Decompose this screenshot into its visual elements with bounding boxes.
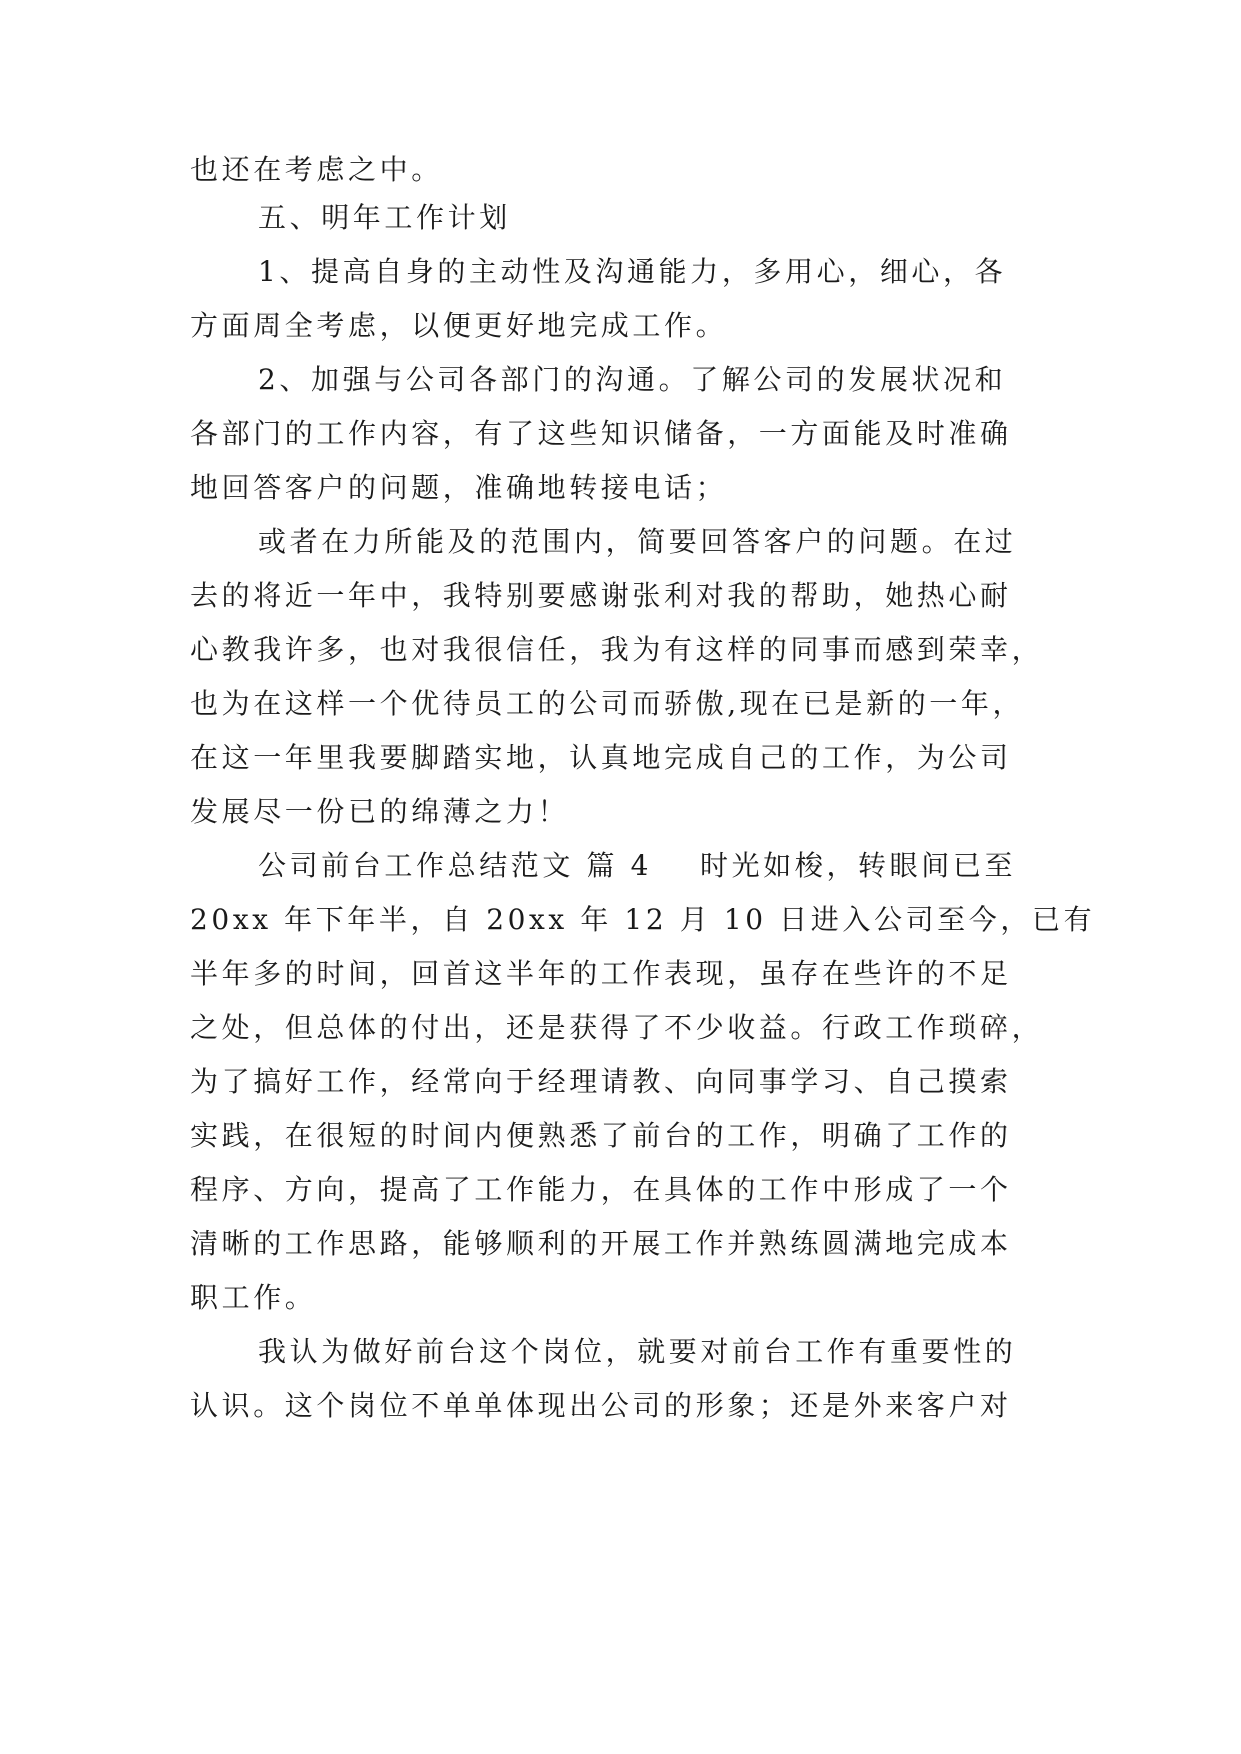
text-line: 1、提高自身的主动性及沟通能力，多用心，细心，各 (258, 255, 1007, 288)
text-line: 程序、方向，提高了工作能力，在具体的工作中形成了一个 (190, 1173, 1012, 1206)
article-heading-line (258, 849, 1016, 883)
text-line: 在这一年里我要脚踏实地，认真地完成自己的工作，为公司 (190, 741, 1012, 774)
text-line: 清晰的工作思路，能够顺利的开展工作并熟练圆满地完成本 (190, 1227, 1012, 1260)
text-line: 心教我许多，也对我很信任，我为有这样的同事而感到荣幸， (190, 633, 1044, 666)
text-line: 之处，但总体的付出，还是获得了不少收益。行政工作琐碎， (190, 1011, 1044, 1044)
text-line: 为了搞好工作，经常向于经理请教、向同事学习、自己摸索 (190, 1065, 1012, 1098)
text-line: 也为在这样一个优待员工的公司而骄傲,现在已是新的一年， (190, 687, 1025, 720)
text-line: 也还在考虑之中。 (190, 153, 443, 186)
text-line: 职工作。 (190, 1281, 317, 1314)
article-part: 篇 4 (586, 849, 653, 882)
section-heading: 五、明年工作计划 (258, 201, 511, 234)
text-line: 我认为做好前台这个岗位，就要对前台工作有重要性的 (258, 1335, 1017, 1368)
text-line: 去的将近一年中，我特别要感谢张利对我的帮助，她热心耐 (190, 579, 1012, 612)
text-line: 各部门的工作内容，有了这些知识储备，一方面能及时准确 (190, 417, 1012, 450)
text-line: 认识。这个岗位不单单体现出公司的形象；还是外来客户对 (190, 1389, 1012, 1422)
text-line: 发展尽一份已的绵薄之力！ (190, 795, 570, 828)
text-line: 20xx 年下年半，自 20xx 年 12 月 10 日进入公司至今，已有 (190, 903, 1096, 936)
article-title: 公司前台工作总结范文 (258, 849, 575, 882)
article-opening: 时光如梭，转眼间已至 (700, 849, 1017, 882)
text-line: 2、加强与公司各部门的沟通。了解公司的发展状况和 (258, 363, 1007, 396)
text-line: 半年多的时间，回首这半年的工作表现，虽存在些许的不足 (190, 957, 1012, 990)
text-line: 实践，在很短的时间内便熟悉了前台的工作，明确了工作的 (190, 1119, 1012, 1152)
text-line: 或者在力所能及的范围内，简要回答客户的问题。在过 (258, 525, 1017, 558)
text-line: 地回答客户的问题，准确地转接电话； (190, 471, 728, 504)
text-line: 方面周全考虑，以便更好地完成工作。 (190, 309, 728, 342)
